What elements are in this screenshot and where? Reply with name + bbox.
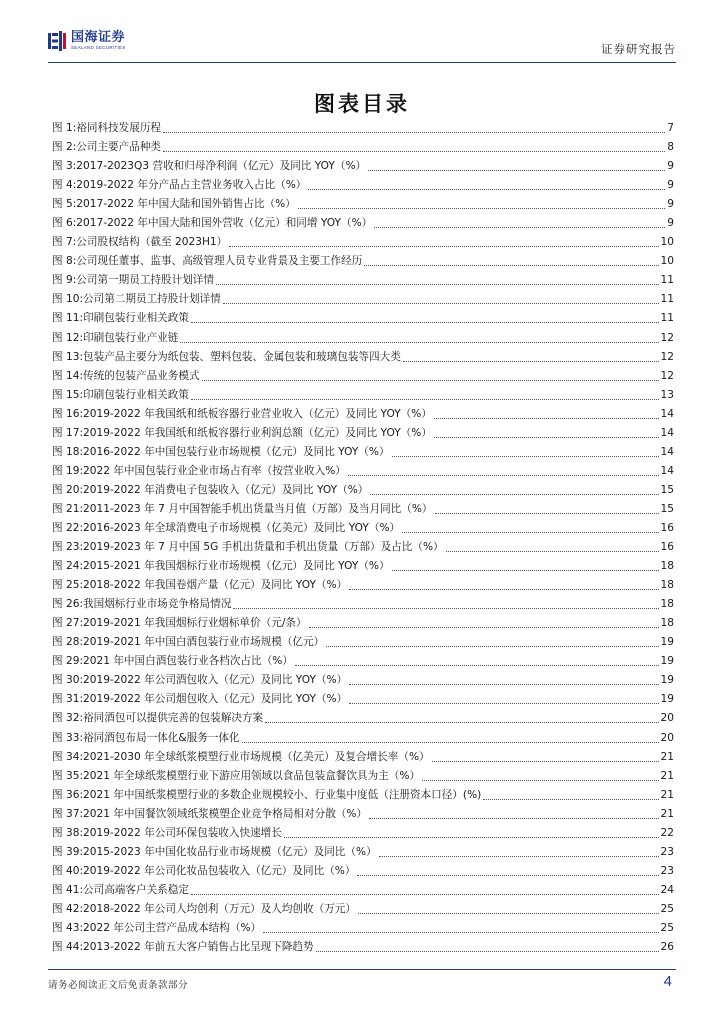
toc-entry[interactable] xyxy=(52,500,674,519)
toc-entry[interactable] xyxy=(52,519,674,538)
toc-entry-number: 图 39: xyxy=(52,845,84,858)
toc-entry[interactable] xyxy=(52,481,674,500)
toc-entry-page: 20 xyxy=(660,712,674,725)
logo-english-name: SEALAND SECURITIES xyxy=(71,45,126,51)
toc-entry-title: 2019-2022 年公司酒包收入（亿元）及同比 YOY（%） xyxy=(83,674,348,687)
toc-entry-page: 21 xyxy=(660,769,674,782)
toc-entry-page: 20 xyxy=(660,731,674,744)
dot-leader xyxy=(316,951,659,952)
dot-leader xyxy=(368,170,665,171)
dot-leader xyxy=(191,322,659,323)
toc-entry-title: 2016-2023 年全球消费电子市场规模（亿美元）及同比 YOY（%） xyxy=(83,521,401,534)
toc-entry-title: 印刷包装行业相关政策 xyxy=(83,388,189,401)
toc-entry-title: 2019-2021 年我国烟标行业烟标单价（元/条） xyxy=(83,617,307,630)
toc-entry-number: 图 44: xyxy=(52,941,84,954)
toc-entry-number: 图 8: xyxy=(52,255,77,268)
toc-entry-number: 图 2: xyxy=(52,141,77,154)
dot-leader xyxy=(349,703,658,704)
toc-entry[interactable] xyxy=(52,424,674,443)
page-number: 4 xyxy=(663,973,672,990)
toc-entry-page: 18 xyxy=(660,579,674,592)
dot-leader xyxy=(308,189,665,190)
toc-entry-page: 14 xyxy=(660,464,674,477)
dot-leader xyxy=(298,208,665,209)
dot-leader xyxy=(348,475,659,476)
toc-entry-page: 21 xyxy=(660,750,674,763)
toc-entry-title: 2021 年中国纸浆模塑行业的多数企业规模较小、行业集中度低（注册资本口径）(%) xyxy=(83,788,482,801)
dot-leader xyxy=(163,132,665,133)
dot-leader xyxy=(403,361,659,362)
toc-entry[interactable] xyxy=(52,633,674,652)
toc-entry-number: 图 16: xyxy=(52,407,84,420)
toc-entry-title: 2019-2023 年 7 月中国 5G 手机出货量和手机出货量（万部）及占比（%） xyxy=(83,541,444,554)
dot-leader xyxy=(223,303,659,304)
toc-entry-title: 裕同科技发展历程 xyxy=(76,122,162,134)
toc-entry[interactable] xyxy=(52,729,674,748)
toc-entry[interactable] xyxy=(52,576,674,595)
toc-entry-number: 图 12: xyxy=(52,331,84,344)
toc-entry-number: 图 22: xyxy=(52,521,84,534)
toc-entry-title: 2021 年全球纸浆模塑行业下游应用领域以食品包装盒餐饮具为主（%） xyxy=(83,769,421,782)
toc-entry-page: 14 xyxy=(660,407,674,420)
toc-entry[interactable] xyxy=(52,557,674,576)
toc-entry[interactable] xyxy=(52,862,674,881)
toc-entry-title: 2021 年中国餐饮领域纸浆模塑企业竞争格局相对分散（%） xyxy=(83,807,368,820)
toc-entry[interactable] xyxy=(52,329,674,348)
dot-leader xyxy=(309,627,659,628)
toc-entry-number: 图 32: xyxy=(52,712,84,725)
toc-entry-title: 2019-2022 年分产品占主营业务收入占比（%） xyxy=(76,179,307,192)
toc-entry[interactable] xyxy=(52,805,674,824)
toc-entry-title: 2015-2021 年我国烟标行业市场规模（亿元）及同比 YOY（%） xyxy=(83,560,390,573)
toc-entry-page: 21 xyxy=(660,788,674,801)
toc-entry[interactable] xyxy=(52,538,674,557)
dot-leader xyxy=(369,818,658,819)
toc-entry-title: 2013-2022 年前五大客户销售占比呈现下降趋势 xyxy=(83,941,314,954)
toc-entry-number: 图 14: xyxy=(52,369,84,382)
toc-entry[interactable] xyxy=(52,176,674,195)
dot-leader xyxy=(216,284,659,285)
toc-entry[interactable] xyxy=(52,767,674,786)
logo-chinese-name: 国海证券 xyxy=(71,30,126,46)
toc-entry-page: 18 xyxy=(660,617,674,630)
toc-entry-page: 13 xyxy=(660,388,674,401)
toc-entry[interactable] xyxy=(52,157,674,176)
toc-entry-page: 7 xyxy=(667,122,674,134)
toc-entry-number: 图 15: xyxy=(52,388,84,401)
toc-entry-title: 公司股权结构（截至 2023H1） xyxy=(76,236,228,249)
toc-entry-page: 8 xyxy=(667,141,674,154)
toc-entry-number: 图 19: xyxy=(52,464,84,477)
toc-entry-number: 图 40: xyxy=(52,864,84,877)
dot-leader xyxy=(358,913,659,914)
toc-entry[interactable] xyxy=(52,748,674,767)
dot-leader xyxy=(392,456,659,457)
toc-entry-number: 图 43: xyxy=(52,921,84,934)
dot-leader xyxy=(349,589,658,590)
toc-entry-page: 16 xyxy=(660,521,674,534)
toc-entry-number: 图 38: xyxy=(52,826,84,839)
toc-entry[interactable] xyxy=(52,690,674,709)
dot-leader xyxy=(242,742,659,743)
toc-entry[interactable] xyxy=(52,900,674,919)
toc-entry-page: 9 xyxy=(667,198,674,211)
toc-entry-title: 2022 年公司主营产品成本结构（%） xyxy=(83,921,262,934)
dot-leader xyxy=(202,380,659,381)
dot-leader xyxy=(392,570,659,571)
toc-entry-number: 图 29: xyxy=(52,655,84,668)
toc-entry-number: 图 25: xyxy=(52,579,84,592)
dot-leader xyxy=(446,551,659,552)
toc-entry-title: 2018-2022 年我国卷烟产量（亿元）及同比 YOY（%） xyxy=(83,579,348,592)
toc-entry-title: 2022 年中国包装行业企业市场占有率（按营业收入%） xyxy=(83,464,346,477)
toc-entry-number: 图 20: xyxy=(52,483,84,496)
toc-entry-page: 14 xyxy=(660,445,674,458)
toc-entry-page: 12 xyxy=(660,331,674,344)
toc-entry-title: 公司第一期员工持股计划详情 xyxy=(76,274,214,287)
toc-entry-page: 15 xyxy=(660,502,674,515)
toc-entry[interactable] xyxy=(52,843,674,862)
toc-entry-title: 2017-2022 年中国大陆和国外销售占比（%） xyxy=(76,198,296,211)
dot-leader xyxy=(434,437,659,438)
toc-entry[interactable] xyxy=(52,309,674,328)
toc-entry-number: 图 9: xyxy=(52,274,77,287)
dot-leader xyxy=(229,246,658,247)
toc-entry-title: 2018-2022 年公司人均创利（万元）及人均创收（万元） xyxy=(83,902,356,915)
toc-entry-number: 图 35: xyxy=(52,769,84,782)
toc-entry-title: 2019-2021 年中国白酒包装行业市场规模（亿元） xyxy=(83,636,325,649)
toc-entry-number: 图 4: xyxy=(52,179,77,192)
toc-entry-page: 26 xyxy=(660,941,674,954)
toc-entry-title: 2016-2022 年中国包装行业市场规模（亿元）及同比 YOY（%） xyxy=(83,445,390,458)
toc-entry-number: 图 41: xyxy=(52,883,84,896)
toc-entry-title: 2021-2030 年全球纸浆模塑行业市场规模（亿美元）及复合增长率（%） xyxy=(83,750,430,763)
toc-entry-page: 25 xyxy=(660,902,674,915)
dot-leader xyxy=(295,665,659,666)
toc-entry-number: 图 5: xyxy=(52,198,77,211)
sealand-logo-icon xyxy=(48,31,66,51)
toc-entry-title: 裕同酒包布局一体化&服务一体化 xyxy=(83,731,240,744)
toc-entry[interactable] xyxy=(52,138,674,157)
toc-entry-page: 11 xyxy=(660,312,674,325)
toc-entry[interactable] xyxy=(52,252,674,271)
dot-leader xyxy=(265,722,658,723)
figure-index-list xyxy=(52,119,674,957)
toc-entry-number: 图 28: xyxy=(52,636,84,649)
toc-entry[interactable] xyxy=(52,233,674,252)
toc-entry-number: 图 36: xyxy=(52,788,84,801)
toc-entry-page: 15 xyxy=(660,483,674,496)
toc-entry-title: 公司第二期员工持股计划详情 xyxy=(83,293,221,306)
dot-leader xyxy=(432,761,659,762)
dot-leader xyxy=(284,837,659,838)
toc-entry-page: 19 xyxy=(660,636,674,649)
toc-entry[interactable] xyxy=(52,443,674,462)
toc-entry[interactable] xyxy=(52,652,674,671)
toc-entry-title: 包装产品主要分为纸包装、塑料包装、金属包装和玻璃包装等四大类 xyxy=(83,350,401,363)
toc-entry-number: 图 34: xyxy=(52,750,84,763)
toc-entry-page: 21 xyxy=(660,807,674,820)
toc-entry-page: 18 xyxy=(660,598,674,611)
toc-entry-number: 图 27: xyxy=(52,617,84,630)
toc-entry-number: 图 18: xyxy=(52,445,84,458)
page-footer xyxy=(48,969,676,991)
dot-leader xyxy=(349,684,658,685)
dot-leader xyxy=(422,780,658,781)
page-title: 图表目录 xyxy=(314,91,410,116)
toc-entry-title: 2019-2022 年我国纸和纸板容器行业营业收入（亿元）及同比 YOY（%） xyxy=(83,407,432,420)
dot-leader xyxy=(379,856,659,857)
disclaimer-note: 请务必阅读正文后免责条款部分 xyxy=(48,980,189,991)
toc-entry[interactable] xyxy=(52,595,674,614)
dot-leader xyxy=(163,151,665,152)
toc-entry-title: 印刷包装行业产业链 xyxy=(83,331,179,344)
toc-entry-page: 22 xyxy=(660,826,674,839)
toc-entry-number: 图 37: xyxy=(52,807,84,820)
dot-leader xyxy=(402,532,658,533)
dot-leader xyxy=(370,494,658,495)
toc-entry-title: 2019-2022 年公司化妆品包装收入（亿元）及同比（%） xyxy=(83,864,356,877)
toc-entry-page: 10 xyxy=(660,236,674,249)
toc-entry[interactable] xyxy=(52,405,674,424)
toc-entry-title: 2019-2022 年公司环保包装收入快速增长 xyxy=(83,826,282,839)
toc-entry-title: 2019-2022 年消费电子包装收入（亿元）及同比 YOY（%） xyxy=(83,483,369,496)
toc-entry-page: 23 xyxy=(660,864,674,877)
toc-entry-number: 图 31: xyxy=(52,693,84,706)
toc-entry-page: 9 xyxy=(667,217,674,230)
toc-entry-page: 25 xyxy=(660,921,674,934)
toc-entry-number: 图 7: xyxy=(52,236,77,249)
toc-entry[interactable] xyxy=(52,786,674,805)
toc-entry-number: 图 33: xyxy=(52,731,84,744)
toc-entry[interactable] xyxy=(52,824,674,843)
toc-entry-number: 图 6: xyxy=(52,217,77,230)
toc-entry-page: 19 xyxy=(660,693,674,706)
toc-entry-page: 24 xyxy=(660,883,674,896)
toc-entry-number: 图 24: xyxy=(52,560,84,573)
toc-entry-number: 图 10: xyxy=(52,293,84,306)
dot-leader xyxy=(483,799,658,800)
toc-entry-page: 16 xyxy=(660,541,674,554)
dot-leader xyxy=(435,513,659,514)
toc-entry-title: 2019-2022 年公司烟包收入（亿元）及同比 YOY（%） xyxy=(83,693,348,706)
dot-leader xyxy=(180,342,658,343)
toc-entry[interactable] xyxy=(52,614,674,633)
toc-entry-title: 裕同酒包可以提供完善的包装解决方案 xyxy=(83,712,264,725)
toc-entry-page: 9 xyxy=(667,179,674,192)
toc-entry-number: 图 30: xyxy=(52,674,84,687)
dot-leader xyxy=(374,227,665,228)
toc-entry[interactable] xyxy=(52,348,674,367)
toc-entry-page: 11 xyxy=(660,274,674,287)
toc-entry-title: 我国烟标行业市场竞争格局情况 xyxy=(83,598,232,611)
toc-entry-title: 2017-2023Q3 营收和归母净利润（亿元）及同比 YOY（%） xyxy=(76,160,367,173)
toc-entry[interactable] xyxy=(52,709,674,728)
toc-entry[interactable] xyxy=(52,290,674,309)
report-type-label: 证券研究报告 xyxy=(601,42,676,56)
toc-entry[interactable] xyxy=(52,195,674,214)
toc-entry-page: 12 xyxy=(660,369,674,382)
toc-entry[interactable] xyxy=(52,271,674,290)
toc-entry-title: 2021 年中国白酒包装行业各档次占比（%） xyxy=(83,655,293,668)
toc-entry-number: 图 21: xyxy=(52,502,84,515)
toc-entry-title: 印刷包装行业相关政策 xyxy=(83,312,189,325)
toc-entry-title: 2015-2023 年中国化妆品行业市场规模（亿元）及同比（%） xyxy=(83,845,377,858)
toc-entry-page: 19 xyxy=(660,674,674,687)
company-logo xyxy=(48,29,126,53)
toc-entry[interactable] xyxy=(52,881,674,900)
toc-entry-title: 2019-2022 年我国纸和纸板容器行业利润总额（亿元）及同比 YOY（%） xyxy=(83,426,432,439)
toc-entry-number: 图 11: xyxy=(52,312,84,325)
toc-entry-number: 图 3: xyxy=(52,160,77,173)
dot-leader xyxy=(191,894,659,895)
dot-leader xyxy=(233,608,658,609)
toc-entry-number: 图 23: xyxy=(52,541,84,554)
dot-leader xyxy=(263,932,658,933)
toc-entry-page: 9 xyxy=(667,160,674,173)
toc-entry-title: 公司高端客户关系稳定 xyxy=(83,883,189,896)
toc-entry[interactable] xyxy=(52,938,674,957)
toc-entry-title: 传统的包装产品业务模式 xyxy=(83,369,200,382)
dot-leader xyxy=(357,875,658,876)
toc-entry[interactable] xyxy=(52,119,674,138)
page-header xyxy=(48,27,676,63)
toc-entry[interactable] xyxy=(52,367,674,386)
toc-entry-page: 18 xyxy=(660,560,674,573)
toc-entry[interactable] xyxy=(52,462,674,481)
toc-entry-title: 2017-2022 年中国大陆和国外营收（亿元）和同增 YOY（%） xyxy=(76,217,373,230)
toc-entry-page: 11 xyxy=(660,293,674,306)
toc-entry[interactable] xyxy=(52,386,674,405)
toc-entry-title: 公司主要产品种类 xyxy=(76,141,162,154)
dot-leader xyxy=(434,418,659,419)
toc-entry-page: 19 xyxy=(660,655,674,668)
toc-entry-page: 10 xyxy=(660,255,674,268)
toc-entry-number: 图 26: xyxy=(52,598,84,611)
toc-entry-page: 23 xyxy=(660,845,674,858)
toc-entry[interactable] xyxy=(52,671,674,690)
dot-leader xyxy=(364,265,658,266)
dot-leader xyxy=(191,399,659,400)
toc-entry[interactable] xyxy=(52,919,674,938)
toc-entry-page: 14 xyxy=(660,426,674,439)
toc-entry-title: 2011-2023 年 7 月中国智能手机出货量当月值（万部）及当月同比（%） xyxy=(83,502,433,515)
toc-entry-title: 公司现任董事、监事、高级管理人员专业背景及主要工作经历 xyxy=(76,255,363,268)
toc-entry-number: 图 1: xyxy=(52,122,77,134)
toc-entry-page: 12 xyxy=(660,350,674,363)
toc-entry-number: 图 42: xyxy=(52,902,84,915)
dot-leader xyxy=(326,646,658,647)
toc-entry[interactable] xyxy=(52,214,674,233)
toc-entry-number: 图 13: xyxy=(52,350,84,363)
toc-entry-number: 图 17: xyxy=(52,426,84,439)
